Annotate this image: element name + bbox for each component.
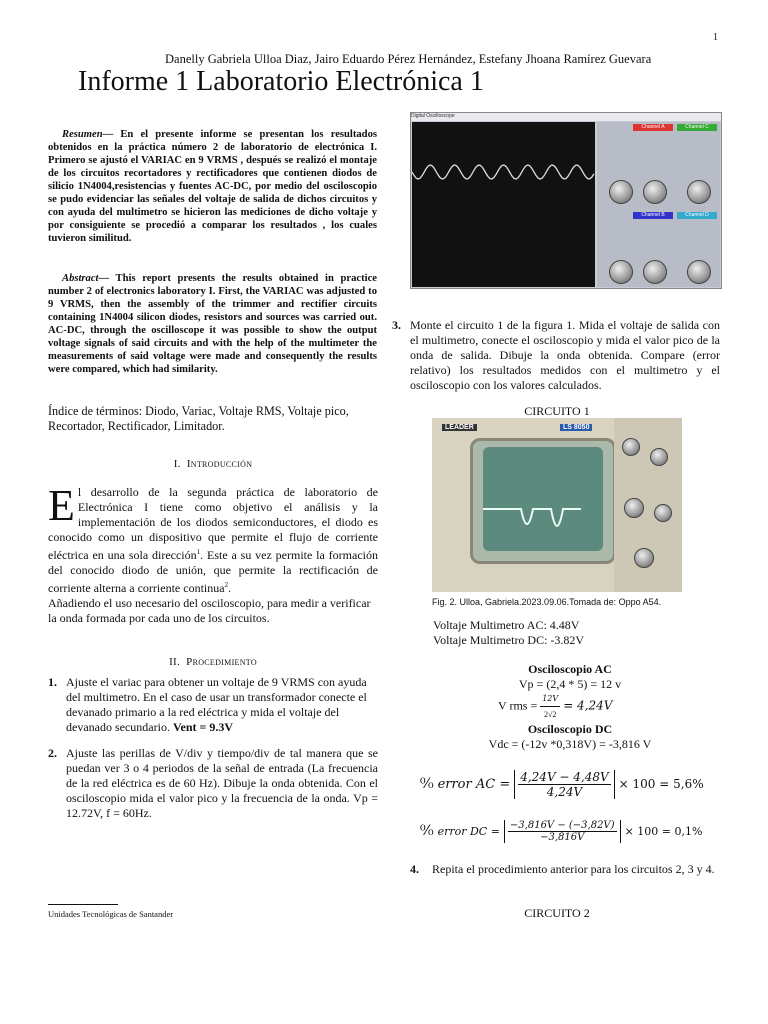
abstract-en-text: This report presents the results obtained in practice number 2 of electronics laboratory I. First, the VARIAC was adjusted to 9 VRMS, then the assembly of the trimmer and rectifier circuits containing 1N4004 silicon diodes, resistors and sources was carried out. AC-DC, through the oscilloscope it was possible to show the output voltage signals of said circuits and with the help of the multimeter the measurements of said voltage were made and consequently the results were compared, which had similarity. [48,273,377,376]
intro-text-b: . Este a su vez permite la formación del conocido diodo de unión, que permite la rectificación de corriente alterna a corriente continua [48,548,378,595]
error-ac-result: × 100 = 5,6% [618,777,704,792]
abstract-es [48,128,377,245]
crt-screen [483,447,603,551]
channel-b-label: Channel B [633,212,673,219]
list-text: Monte el circuito 1 de la figura 1. Mida el voltaje de salida con el multimetro, conecte el osciloscopio y mida el valor pico de la onda de salida. Dibuje la onda obtenida. Compare (error relativo) los resultados medidos con el multimetro y el osciloscopio con los valores calculados. [410,318,720,392]
abstract-en [48,272,377,376]
abs-value [514,770,614,799]
vrms-result: = 4,24V [563,698,613,713]
error-ac-numerator: 4,24V − 4,48V [520,770,609,784]
list-item [410,862,720,877]
section-num: I. [173,458,181,470]
vrms-numerator: 12V [540,691,560,707]
section-heading-intro [48,458,378,470]
error-ac-label: error AC = [437,777,511,793]
photo-knob [622,438,640,456]
channel-b-knob[interactable] [643,260,667,284]
crt-bezel [470,438,616,564]
list-item [392,318,720,393]
intro-paragraph-2: Añadiendo el uso necesario del osciloscopio, para medir a verificar la onda formada por cada uno de los circuitos. [48,596,371,625]
circuit-2-label: CIRCUITO 2 [524,906,590,920]
intro-text-c: . [228,581,232,595]
percent-sign: ⁰⁄₀ [420,823,434,840]
osc-dc-vdc: Vdc = (-12v *0,318V) = -3,816 V [488,737,652,751]
osc-ac-vrms [498,691,612,722]
error-dc-numerator: −3,816V − (−3,82V) [509,820,615,831]
timebase-knob[interactable] [609,180,633,204]
channel-d-knob[interactable] [687,260,711,284]
drop-cap: E [48,481,75,530]
error-ac-fraction [518,770,610,799]
footnote-ref: 1 [196,548,201,556]
page-number: 1 [713,32,718,43]
photo-knob [624,498,644,518]
abstract-es-lead: Resumen— [62,129,114,140]
list-number: 2. [48,746,57,760]
section-title: Introducción [186,458,253,470]
error-ac-equation [420,770,704,799]
measurement-dc: Voltaje Multimetro DC: -3.82V [433,633,585,647]
percent-sign: ⁰⁄₀ [420,776,434,793]
list-number: 1. [48,675,57,689]
oscilloscope-photo [432,418,682,592]
osc-screen [412,122,595,287]
section-num: II. [169,656,181,668]
footnote: Unidades Tecnológicas de Santander [48,909,174,919]
intro-body [48,481,378,626]
channel-c-knob[interactable] [687,180,711,204]
vrms-label: V rms = [498,698,538,713]
error-dc-fraction [508,820,617,843]
index-terms: Índice de términos: Diodo, Variac, Voltaje RMS, Voltaje pico, Recortador, Rectificador, Limitador. [48,404,349,433]
error-dc-label: error DC = [437,825,500,839]
osc-dc-heading: Osciloscopio DC [527,722,613,736]
section-title: Procedimiento [186,656,257,668]
step-text: Ajuste el variac para obtener un voltaje de 9 VRMS con ayuda del multimetro. En el caso de usar un transformador conecte el devanado primario a la red eléctrica y mida el voltaje del devanado secundario. [66,675,367,734]
osc-ac-heading: Osciloscopio AC [528,662,612,676]
list-text [66,675,378,735]
step-result: Vent = 9.3V [172,720,234,734]
trigger-knob[interactable] [609,260,633,284]
photo-knob [650,448,668,466]
channel-c-label: Channel C [677,124,717,131]
photo-knob [634,548,654,568]
photo-brand: LEADER [442,424,477,431]
osc-ac-vp: Vp = (2,4 * 5) = 12 v [518,677,622,691]
list-text: Ajuste las perillas de V/div y tiempo/div de tal manera que se puedan ver 3 o 4 periodos de la señal de entrada (La frecuencia de la red eléctrica es de 60 Hz). Dibuje la onda obtenida. Con el osciloscopio mida el valor pico y la frecuencia de la onda. Vp = 12.72V, f = 60Hz. [66,746,378,820]
channel-a-knob[interactable] [643,180,667,204]
measurement-ac: Voltaje Multimetro AC: 4.48V [433,618,580,632]
footnote-ref: 2 [224,581,229,589]
photo-control-panel [614,418,682,592]
error-dc-result: × 100 = 0,1% [624,825,703,839]
error-dc-equation [420,820,702,843]
list-item [48,746,378,821]
channel-d-label: Channel D [677,212,717,219]
sine-wave-trace [412,122,595,287]
list-item [48,675,378,735]
abstract-en-lead: Abstract— [62,273,110,284]
osc-control-panel [597,122,720,287]
list-number: 3. [392,318,401,332]
osc-window-title: Digital Oscilloscope [411,113,721,121]
authors: Danelly Gabriela Ulloa Diaz, Jairo Eduardo Pérez Hernández, Estefany Jhoana Ramírez Guevara [165,52,652,66]
halfwave-trace [483,447,603,551]
footnote-rule [48,904,118,905]
photo-knob [654,504,672,522]
photo-model: LS 8050 [560,424,592,431]
list-number: 4. [410,862,419,876]
vrms-fraction [540,691,560,722]
abs-value [504,820,621,843]
channel-a-label: Channel A [633,124,673,131]
section-heading-procedure [48,656,378,668]
oscilloscope-simulation-figure [410,112,722,289]
intro-text-a: l desarrollo de la segunda práctica de laboratorio de Electrónica I tiene como objetivo el análisis y la implementación de los diodos semiconductores, el diodo es conocido como un dispositivo que permite el flujo de corriente eléctrica en una sola dirección [48,485,378,562]
error-dc-denominator: −3,816V [540,832,585,843]
vrms-denominator: 2√2 [544,710,557,719]
figure-caption: Fig. 2. Ulloa, Gabriela.2023.09.06.Tomada de: Oppo A54. [432,597,662,607]
abstract-es-text: En el presente informe se presentan los resultados obtenidos en la práctica número 2 de laboratorio de electrónica I. Primero se ajustó el VARIAC en 9 VRMS , después se realizó el montaje de los circuitos recortadores y rectificadores que contienen diodos de silicio 1N4004,resistencias y fuentes AC-DC, por medio del osciloscopio se pudo evidenciar las señales del voltaje de salida de dichos circuitos y con ayuda del multimetro se hicieron las mediciones de dicho voltaje y por consiguiente se procedió a comparar los resultados , los cuales tuvieron similitud. [48,129,377,245]
error-ac-denominator: 4,24V [546,785,583,799]
paper-title: Informe 1 Laboratorio Electrónica 1 [78,66,484,97]
list-text: Repita el procedimiento anterior para los circuitos 2, 3 y 4. [432,862,715,876]
circuit-1-label: CIRCUITO 1 [524,404,590,418]
